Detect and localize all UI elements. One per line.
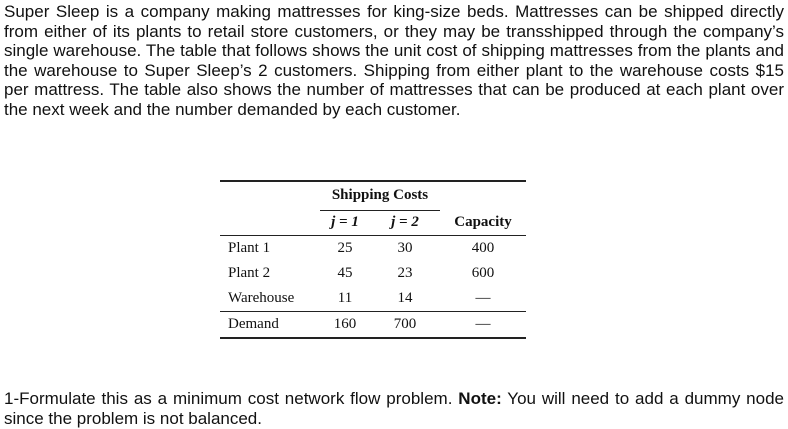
shipping-costs-table xyxy=(220,180,526,339)
shipping-costs-header: Shipping Costs xyxy=(320,181,440,210)
col-header-capacity: Capacity xyxy=(454,213,512,230)
cell-j1: 45 xyxy=(337,264,353,281)
table-row xyxy=(220,286,526,312)
cell-j2: 14 xyxy=(397,289,413,306)
row-label: Plant 2 xyxy=(228,264,271,281)
cell-j1: 11 xyxy=(337,289,353,306)
question-text: 1-Formulate this as a minimum cost network flow problem. Note: You will need to add a dummy node since the problem is not balanced. xyxy=(4,389,784,428)
table-row xyxy=(220,261,526,286)
cell-capacity: — xyxy=(475,289,491,306)
cell-j2: 700 xyxy=(393,315,417,332)
cell-capacity: 600 xyxy=(471,264,495,281)
row-label: Demand xyxy=(228,315,279,332)
table-row xyxy=(220,235,526,261)
note-label: Note: xyxy=(458,389,502,408)
col-header-j2: j = 2 xyxy=(391,214,419,230)
row-label: Warehouse xyxy=(228,289,295,306)
cell-capacity: 400 xyxy=(471,239,495,256)
cell-j2: 23 xyxy=(397,264,413,281)
row-label: Plant 1 xyxy=(228,239,271,256)
cell-j2: 30 xyxy=(397,239,413,256)
cell-j1: 160 xyxy=(333,315,357,332)
problem-statement: Super Sleep is a company making mattresses for king-size beds. Mattresses can be shipped directly from either of its plants to retail store customers, or they may be transshipped through the company’s single warehouse. The table that follows shows the unit cost of shipping mattresses from the plants and the warehouse to Super Sleep’s 2 customers. Shipping from either plant to the warehouse costs $15 per mattress. The table also shows the number of mattresses that can be produced at each plant over the next week and the number demanded by each customer. xyxy=(4,2,784,119)
cell-j1: 25 xyxy=(337,239,353,256)
table-row xyxy=(220,311,526,338)
col-header-j1: j = 1 xyxy=(331,214,359,230)
cell-capacity: — xyxy=(475,315,491,332)
